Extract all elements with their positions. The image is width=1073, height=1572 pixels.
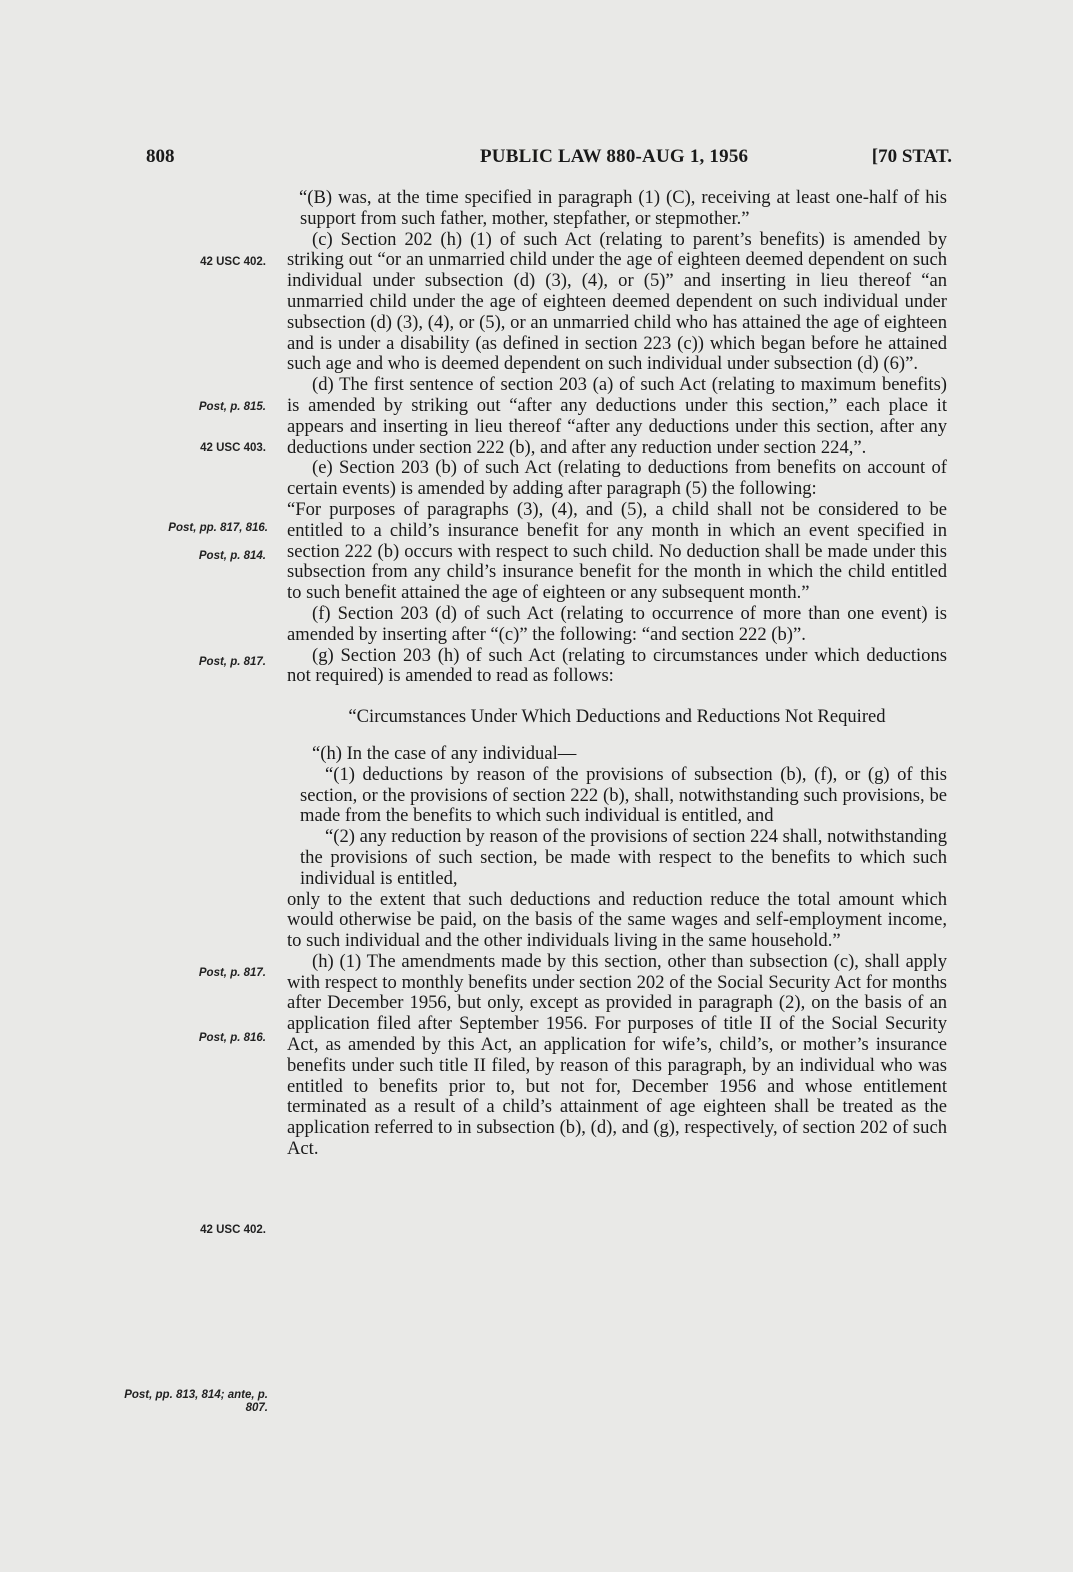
margin-note: Post, p. 817. [198,967,266,979]
margin-note: 42 USC 402. [200,256,266,268]
statute-reference: [70 STAT. [871,146,952,167]
margin-note: Post, p. 814. [198,550,266,562]
margin-note: Post, p. 816. [198,1032,266,1044]
margin-note: Post, p. 815. [198,401,266,413]
running-title: PUBLIC LAW 880-AUG 1, 1956 [480,146,749,167]
margin-note: 42 USC 403. [200,442,266,454]
paragraph-c: (c) Section 202 (h) (1) of such Act (relating to parent’s benefits) is amended by striking out “or an unmarried child under the age of eighteen deemed dependent on such individual under subsection (d) (3), (4), or (5)” and inserting in lieu thereof “an unmarried child under the age of eighteen deemed dependent on such individual under subsection (d) (3), (4), or (5), or an unmarried child who has attained the age of eighteen and is under a disability (as defined in section 223 (c)) which began before he attained such age and who is deemed dependent on such individual under subsection (d) (6)”. [287,228,947,375]
quoted-provision: “For purposes of paragraphs (3), (4), and (5), a child shall not be considered to be entitled to a child’s insurance benefit for any month in which an event specified in section 222 (b) occurs with respect to such child. No deduction shall be made under this subsection from any child’s insurance benefit for the month in which the child entitled to such benefit attained the age of eighteen or any subsequent month.” [287,498,947,604]
clause-2: “(2) any reduction by reason of the provisions of section 224 shall, notwithstanding the provisions of such section, be made with respect to the benefits to which such individual is entitled, [300,826,947,889]
page-number: 808 [146,146,175,167]
margin-note: Post, pp. 813, 814; ante, p. 807. [124,1389,268,1414]
margin-note: Post, pp. 817, 816. [168,522,268,534]
subsection-h-intro: “(h) In the case of any individual— [312,742,577,764]
closing-clause: only to the extent that such deductions and reduction reduce the total amount which would otherwise be paid, on the basis of the same wages and self-employment income, to such individual and the other individuals living in the same household.” [287,888,947,952]
paragraph-b: “(B) was, at the time specified in paragraph (1) (C), receiving at least one-half of his support from such father, mother, stepfather, or stepmother.” [299,187,947,229]
body-text [287,188,947,1160]
page-header [146,146,952,172]
margin-note: Post, p. 817. [198,656,266,668]
paragraph-g: (g) Section 203 (h) of such Act (relating to circumstances under which deductions not required) is amended to read as follows: [287,644,947,687]
paragraph-f: (f) Section 203 (d) of such Act (relating to occurrence of more than one event) is amended by inserting after “(c)” the following: “and section 222 (b)”. [287,602,947,645]
paragraph-d: (d) The first sentence of section 203 (a) of such Act (relating to maximum benefits) is amended by striking out “after any deductions under this section,” each place it appears and inserting in lieu thereof “after any deductions under this section, after any deductions under section 222 (b), and after any reduction under section 224,”. [287,374,947,458]
paragraph-h: (h) (1) The amendments made by this section, other than subsection (c), shall apply with respect to monthly benefits under section 202 of the Social Security Act for months after December 1956, but only, except as provided in paragraph (2), on the basis of an application filed after September 1956. For purposes of title II of the Social Security Act, as amended by this Act, an application for wife’s, child’s, or mother’s insurance benefits under such title II filed, by reason of this paragraph, by an individual who was entitled to benefits prior to, but not for, December 1956 and whose entitlement terminated as a result of a child’s attainment of age eighteen shall be treated as the application referred to in subsection (b), (d), and (g), respectively, of section 202 of such Act. [287,950,947,1160]
section-heading: “Circumstances Under Which Deductions and Reductions Not Required [348,706,886,728]
clause-1: “(1) deductions by reason of the provisions of subsection (b), (f), or (g) of this section, or the provisions of section 222 (b), shall, notwithstanding such provisions, be made from the benefits to which such individual is entitled, and [300,763,947,827]
margin-note: 42 USC 402. [200,1224,266,1236]
paragraph-e: (e) Section 203 (b) of such Act (relating to deductions from benefits on account of certain events) is amended by adding after paragraph (5) the following: [287,457,947,500]
